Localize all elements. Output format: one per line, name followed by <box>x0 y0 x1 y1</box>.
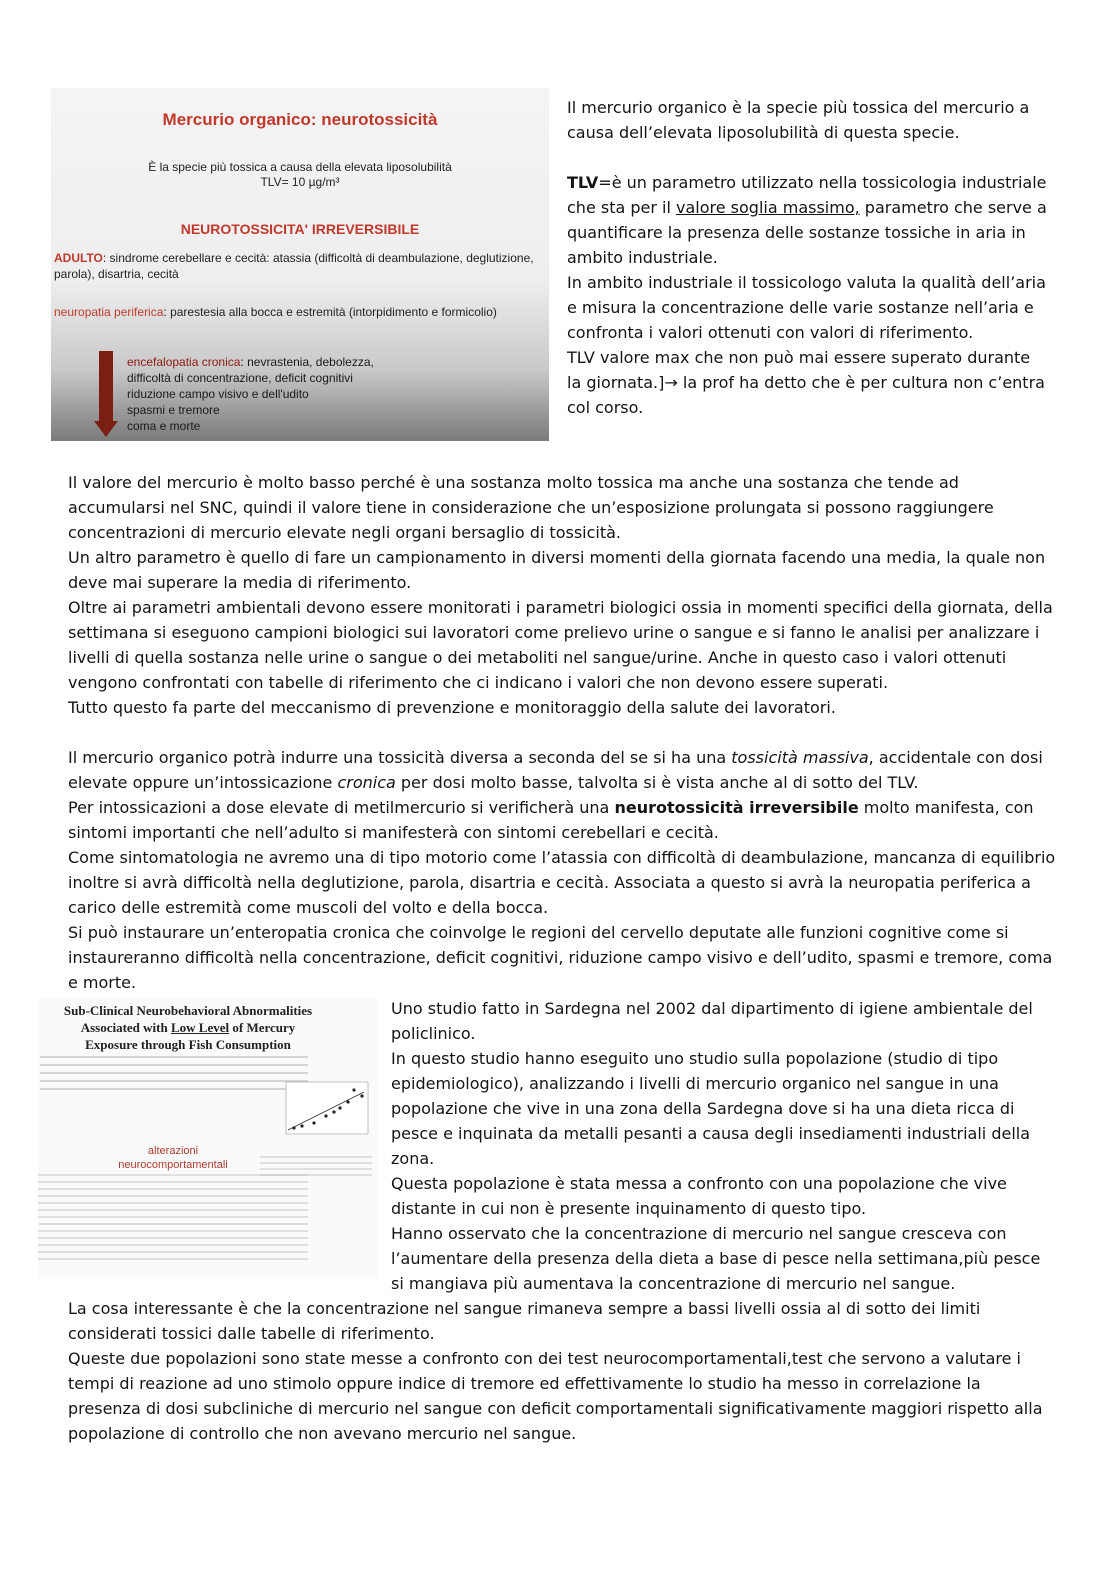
paper-authors-lines <box>40 1056 308 1090</box>
slide-adult-desc: : sindrome cerebellare e cecità: atassia (difficoltà di deambulazione, deglutizione, parola), disartria, cecità <box>54 251 534 281</box>
slide-chronic-label: encefalopatia cronica <box>127 355 241 369</box>
paper-title-line3: Exposure through Fish Consumption <box>85 1037 291 1052</box>
slide-chronic-line3: riduzione campo visivo e dell'udito <box>127 387 309 401</box>
underlined-text: Low Level <box>170 1020 230 1035</box>
slide-subtitle-line1: È la specie più tossica a causa della elevata liposolubilità <box>148 160 452 174</box>
slide-adult-text <box>54 250 541 282</box>
slide-chronic-line1: : nevrastenia, debolezza, <box>240 355 374 369</box>
down-arrow-icon <box>94 421 118 437</box>
paragraph: Si può instaurare un’enteropatia cronica che coinvolge le regioni del cervello deputate alle funzioni cognitive come si instaureranno difficoltà nella concentrazione, deficit cognitivi, riduzione campo visivo e dell’udito, spasmi e tremore, coma e morte. <box>68 923 1053 992</box>
paper-caption-line1: alterazioni <box>147 1145 199 1157</box>
slide-peri-desc: : parestesia alla bocca e estremità (intorpidimento e formicolio) <box>163 305 497 319</box>
paragraph: Hanno osservato che la concentrazione di mercurio nel sangue cresceva con l’aumentare della presenza della dieta a base di pesce nella settimana,più pesce si mangiava più aumentava la concentrazione di mercurio nel sangue. <box>391 1224 1041 1293</box>
paragraph: Un altro parametro è quello di fare un campionamento in diversi momenti della giornata facendo una media, la quale non deve mai superare la media di riferimento. <box>68 548 1046 592</box>
slide-chronic-text <box>127 354 374 434</box>
paragraph: Tutto questo fa parte del meccanismo di prevenzione e monitoraggio della salute dei lavoratori. <box>68 698 836 717</box>
paper-thumbnail <box>38 998 378 1276</box>
paper-title-line1: Sub-Clinical Neurobehavioral Abnormalities <box>63 1003 313 1018</box>
slide-adult-label: ADULTO <box>54 251 103 265</box>
down-arrow-shaft <box>99 351 113 423</box>
paragraph <box>68 745 1058 795</box>
paper-caption <box>98 1144 248 1172</box>
paragraph: Il mercurio organico è la specie più tossica del mercurio a causa dell’elevata liposolubilità di questa specie. <box>567 98 1030 142</box>
body-section-1 <box>68 470 1058 720</box>
text-run: Associated with <box>80 1020 171 1035</box>
text-run: , accidentale con dosi elevate oppure un’intossicazione <box>68 748 1043 792</box>
paragraph: Oltre ai parametri ambientali devono essere monitorati i parametri biologici ossia in momenti specifici della giornata, della settimana si eseguono campioni biologici sui lavoratori come prelievo urine o sangue e si fanno le analisi per analizzare i livelli di quella sostanza nelle urine o sangue o dei metaboliti nel sangue/urine. Anche in questo caso i valori ottenuti vengono confrontati con tabelle di riferimento che ci indicano i valori che non devono essere superati. <box>68 598 1053 692</box>
slide-chronic-line2: difficoltà di concentrazione, deficit cognitivi <box>127 371 353 385</box>
paragraph: Queste due popolazioni sono state messe a confronto con dei test neurocomportamentali,test che servono a valutare i tempi di reazione ad uno stimolo oppure indice di tremore ed effettivamente lo studio ha messo in correlazione la presenza di dosi subcliniche di mercurio nel sangue con deficit comportamentali significativamente maggiori rispetto alla popolazione di controllo che non avevano mercurio nel sangue. <box>68 1349 1043 1443</box>
body-section-3 <box>68 1296 1058 1446</box>
paragraph: Come sintomatologia ne avremo una di tipo motorio come l’atassia con difficoltà di deambulazione, mancanza di equilibrio inoltre si avrà difficoltà nella deglutizione, parola, disartria e cecità. Associata a questo si avrà la neuropatia periferica a carico delle estremità come muscoli del volto e della bocca. <box>68 848 1056 917</box>
text-run: Il mercurio organico potrà indurre una tossicità diversa a seconda del se si ha una <box>68 748 732 767</box>
slide-chronic-line4: spasmi e tremore <box>127 403 220 417</box>
tlv-underlined: valore soglia massimo, <box>676 198 860 217</box>
slide-subtitle-line2: TLV= 10 µg/m³ <box>260 175 340 189</box>
paragraph: Questa popolazione è stata messa a confronto con una popolazione che vive distante in cui non è presente inquinamento di questo tipo. <box>391 1174 1007 1218</box>
scatter-plot-thumbnail <box>274 1078 372 1142</box>
paragraph: TLV valore max che non può mai essere superato durante la giornata.]→ la prof ha detto che è per cultura non c’entra col corso. <box>567 348 1045 417</box>
paragraph: Uno studio fatto in Sardegna nel 2002 dal dipartimento di igiene ambientale del policlinico. <box>391 999 1033 1043</box>
slide-image <box>51 88 549 441</box>
text-run: per dosi molto basse, talvolta si è vista anche al di sotto del TLV. <box>395 773 919 792</box>
emphasis: cronica <box>337 773 396 792</box>
paper-table-lines <box>38 1174 308 1262</box>
slide-title: Mercurio organico: neurotossicità <box>162 110 438 129</box>
text-run: molto manifesta, con sintomi importanti che nell’adulto si manifesterà con sintomi cerebellari e cecità. <box>68 798 1034 842</box>
right-column-text <box>567 95 1047 420</box>
text-run: of Mercury <box>229 1020 296 1035</box>
slide-subtitle <box>51 160 549 190</box>
paragraph: In ambito industriale il tossicologo valuta la qualità dell’aria e misura la concentrazione delle varie sostanze nell’aria e confronta i valori ottenuti con valori di riferimento. <box>567 273 1046 342</box>
paragraph: In questo studio hanno eseguito uno studio sulla popolazione (studio di tipo epidemiologico), analizzando i livelli di mercurio organico nel sangue in una popolazione che vive in una zona della Sardegna dove si ha una dieta ricca di pesce e inquinata da metalli pesanti a causa degli insediamenti industriali della zona. <box>391 1049 1031 1168</box>
tlv-text-2: parametro che serve a quantificare la presenza delle sostanze tossiche in aria in ambito industriale. <box>567 198 1047 267</box>
tlv-text: =è un parametro utilizzato nella tossicologia industriale che sta per il <box>567 173 1047 217</box>
paragraph <box>68 795 1058 845</box>
body-section-2 <box>68 745 1058 995</box>
paper-title <box>38 1002 338 1053</box>
slide-peri-label: neuropatia periferica <box>54 305 164 319</box>
slide-chronic-line5: coma e morte <box>127 419 201 433</box>
emphasis: tossicità massiva <box>731 748 869 767</box>
slide-peri-text <box>54 304 541 320</box>
paragraph: La cosa interessante è che la concentrazione nel sangue rimaneva sempre a bassi livelli ossia al di sotto dei limiti considerati tossici dalle tabelle di riferimento. <box>68 1299 981 1343</box>
study-text <box>391 996 1051 1296</box>
paper-title-line2 <box>38 1019 338 1036</box>
slide-neuro-heading: NEUROTOSSICITA' IRREVERSIBILE <box>180 221 420 237</box>
bold-text: neurotossicità irreversibile <box>614 798 859 817</box>
paper-caption-line2: neurocomportamentali <box>118 1159 228 1171</box>
tlv-label: TLV <box>567 173 599 192</box>
text-run: Per intossicazioni a dose elevate di metilmercurio si verificherà una <box>68 798 615 817</box>
paragraph: Il valore del mercurio è molto basso perché è una sostanza molto tossica ma anche una sostanza che tende ad accumularsi nel SNC, quindi il valore tiene in considerazione che un’esposizione prolungata si possono raggiungere concentrazioni di mercurio elevate negli organi bersaglio di tossicità. <box>68 473 994 542</box>
tlv-paragraph <box>567 170 1047 270</box>
